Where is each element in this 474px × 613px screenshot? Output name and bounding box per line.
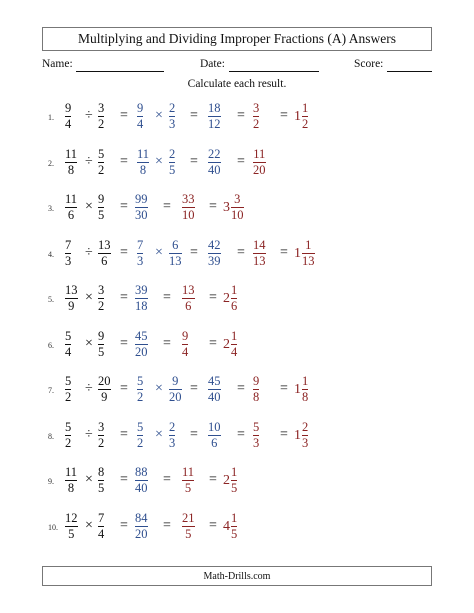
operator: ÷: [85, 381, 93, 396]
operator: ÷: [85, 244, 93, 260]
equals-sign: =: [280, 244, 288, 260]
product-fraction: [208, 102, 221, 131]
denominator: 2: [98, 435, 105, 450]
problem-row: [0, 237, 474, 271]
numerator: 9: [98, 328, 105, 343]
mixed-fraction: [231, 512, 237, 541]
numerator: 9: [182, 328, 189, 343]
question-fraction-a: [65, 148, 77, 177]
denominator: 6: [101, 253, 108, 268]
denominator: 3: [65, 253, 72, 268]
numerator: 13: [98, 237, 111, 252]
denominator: 18: [135, 299, 148, 313]
product-fraction: [135, 512, 148, 541]
equals-sign: =: [163, 472, 171, 487]
numerator: 5: [65, 328, 72, 343]
equals-sign: =: [280, 426, 288, 442]
denominator: 20: [135, 344, 148, 359]
denominator: 2: [98, 162, 105, 177]
denominator: 4: [231, 344, 238, 359]
numerator: 99: [135, 192, 148, 206]
operator: ÷: [85, 153, 93, 169]
numerator: 9: [137, 101, 144, 115]
numerator: 5: [65, 374, 72, 388]
mixed-whole: 2: [223, 473, 230, 488]
question-fraction-a: [65, 239, 71, 268]
numerator: 9: [253, 374, 260, 388]
equals-sign: =: [120, 153, 128, 169]
question-fraction-a: [65, 193, 77, 222]
question-fraction-b: [98, 239, 111, 268]
numerator: 2: [169, 101, 176, 115]
times-sign: ×: [155, 153, 163, 169]
equals-sign: =: [209, 199, 217, 214]
numerator: 7: [98, 510, 105, 525]
denominator: 5: [185, 526, 192, 541]
problem-number: 6.: [48, 340, 54, 350]
numerator: 3: [98, 283, 105, 297]
denominator: 12: [208, 117, 221, 131]
question-fraction-a: [65, 466, 77, 495]
numerator: 11: [137, 146, 150, 161]
numerator: 21: [182, 510, 195, 525]
problem-row: [0, 191, 474, 225]
mixed-fraction: [231, 193, 244, 222]
problem-row: [0, 146, 474, 180]
numerator: 84: [135, 510, 148, 525]
problem-number: 4.: [48, 249, 54, 259]
denominator: 40: [208, 390, 221, 404]
denominator: 9: [68, 299, 75, 313]
mixed-fraction: [302, 239, 315, 268]
denominator: 8: [139, 162, 147, 177]
simplified-fraction: [253, 421, 259, 450]
equals-sign: =: [209, 517, 217, 533]
product-fraction: [135, 466, 148, 495]
footer-site: Math-Drills.com: [203, 570, 271, 582]
numerator: 2: [169, 419, 176, 434]
numerator: 14: [253, 237, 266, 252]
simplified-fraction: [253, 102, 259, 131]
denominator: 4: [182, 344, 189, 359]
numerator: 11: [65, 146, 78, 161]
equals-sign: =: [163, 335, 171, 351]
equals-sign: =: [120, 426, 128, 442]
denominator: 39: [208, 253, 221, 268]
product-fraction: [135, 330, 148, 359]
numerator: 5: [137, 419, 144, 434]
denominator: 3: [137, 253, 144, 268]
problem-number: 2.: [48, 158, 54, 168]
rewrite-fraction-b: [169, 102, 175, 131]
numerator: 7: [137, 237, 144, 252]
rewrite-fraction-a: [137, 421, 143, 450]
equals-sign: =: [120, 290, 128, 305]
denominator: 20: [253, 162, 266, 177]
numerator: 20: [98, 374, 111, 388]
rewrite-fraction-a: [137, 102, 143, 131]
problem-row: [0, 282, 474, 316]
denominator: 6: [211, 435, 218, 450]
denominator: 6: [185, 299, 192, 313]
denominator: 20: [135, 526, 148, 541]
worksheet-title: [42, 27, 432, 51]
denominator: 9: [101, 390, 108, 404]
question-fraction-a: [65, 421, 71, 450]
product-fraction: [135, 193, 148, 222]
denominator: 5: [231, 526, 238, 541]
numerator: 1: [305, 237, 312, 252]
numerator: 11: [182, 465, 195, 479]
equals-sign: =: [190, 108, 198, 123]
problem-number: 3.: [48, 204, 54, 213]
denominator: 2: [137, 390, 144, 404]
denominator: 2: [137, 435, 144, 450]
numerator: 1: [231, 510, 238, 525]
question-fraction-b: [98, 148, 104, 177]
question-fraction-a: [65, 284, 78, 313]
numerator: 13: [182, 283, 195, 297]
denominator: 5: [98, 481, 105, 495]
numerator: 5: [65, 419, 72, 434]
denominator: 8: [67, 481, 75, 495]
times-sign: ×: [155, 244, 163, 260]
numerator: 11: [65, 465, 78, 479]
denominator: 3: [169, 435, 176, 450]
equals-sign: =: [237, 108, 245, 123]
denominator: 4: [65, 117, 72, 131]
times-sign: ×: [155, 381, 163, 396]
equals-sign: =: [190, 426, 198, 442]
denominator: 4: [137, 117, 144, 131]
name-field[interactable]: [76, 71, 164, 72]
operator: ×: [85, 517, 93, 533]
numerator: 45: [208, 374, 221, 388]
mixed-whole: 3: [223, 200, 230, 215]
operator: ×: [85, 335, 93, 351]
numerator: 1: [231, 328, 238, 343]
question-fraction-b: [98, 512, 104, 541]
times-sign: ×: [155, 426, 163, 442]
problem-row: [0, 419, 474, 453]
denominator: 5: [184, 481, 192, 495]
simplified-fraction: [182, 284, 195, 313]
denominator: 13: [302, 253, 315, 268]
problem-number: 1.: [48, 113, 54, 122]
denominator: 2: [253, 117, 260, 131]
question-fraction-a: [65, 330, 71, 359]
question-fraction-a: [65, 375, 71, 404]
equals-sign: =: [190, 153, 198, 169]
denominator: 3: [302, 435, 309, 450]
rewrite-fraction-a: [137, 239, 143, 268]
mixed-whole: 4: [223, 518, 230, 534]
problem-number: 9.: [48, 477, 54, 486]
simplified-fraction: [253, 375, 259, 404]
numerator: 1: [231, 465, 238, 479]
mixed-whole: 1: [294, 382, 301, 397]
numerator: 3: [98, 101, 105, 115]
numerator: 18: [208, 101, 221, 115]
numerator: 22: [208, 146, 221, 161]
question-fraction-b: [98, 466, 104, 495]
problem-row: [0, 464, 474, 498]
instruction-text: Calculate each result.: [187, 78, 287, 90]
product-fraction: [208, 148, 221, 177]
mixed-whole: 2: [223, 336, 230, 352]
numerator: 3: [253, 101, 260, 115]
rewrite-fraction-b: [169, 421, 175, 450]
numerator: 5: [253, 419, 260, 434]
product-fraction: [135, 284, 148, 313]
problem-row: [0, 328, 474, 362]
problem-row: [0, 100, 474, 134]
equals-sign: =: [280, 381, 288, 396]
equals-sign: =: [120, 199, 128, 214]
equals-sign: =: [120, 381, 128, 396]
question-fraction-b: [98, 375, 111, 404]
denominator: 5: [98, 344, 105, 359]
simplified-fraction: [182, 330, 188, 359]
denominator: 10: [182, 208, 195, 222]
denominator: 2: [65, 435, 72, 450]
equals-sign: =: [209, 335, 217, 351]
equals-sign: =: [280, 108, 288, 123]
denominator: 2: [98, 117, 105, 131]
rewrite-fraction-a: [137, 375, 143, 404]
numerator: 1: [302, 374, 309, 388]
score-label: Score:: [354, 58, 384, 70]
denominator: 5: [98, 208, 105, 222]
equals-sign: =: [190, 244, 198, 260]
product-fraction: [208, 239, 221, 268]
equals-sign: =: [237, 244, 245, 260]
equals-sign: =: [120, 472, 128, 487]
mixed-fraction: [302, 421, 308, 450]
mixed-fraction: [231, 284, 237, 313]
equals-sign: =: [163, 517, 171, 533]
product-fraction: [208, 375, 221, 404]
denominator: 30: [135, 208, 148, 222]
product-fraction: [208, 421, 221, 450]
denominator: 4: [65, 344, 72, 359]
numerator: 33: [182, 192, 195, 206]
numerator: 12: [65, 510, 78, 525]
numerator: 45: [135, 328, 148, 343]
denominator: 6: [67, 208, 75, 222]
mixed-fraction: [231, 466, 237, 495]
problem-number: 8.: [48, 431, 54, 441]
denominator: 3: [253, 435, 260, 450]
denominator: 13: [253, 253, 266, 268]
denominator: 3: [169, 117, 176, 131]
question-fraction-a: [65, 102, 71, 131]
mixed-whole: 1: [294, 245, 301, 261]
operator: ×: [85, 199, 93, 214]
denominator: 6: [231, 299, 238, 313]
simplified-fraction: [182, 193, 195, 222]
simplified-fraction: [253, 148, 266, 177]
date-field[interactable]: [229, 71, 319, 72]
operator: ÷: [85, 108, 93, 123]
denominator: 10: [231, 208, 244, 222]
denominator: 20: [169, 390, 182, 404]
numerator: 9: [172, 374, 179, 388]
equals-sign: =: [120, 108, 128, 123]
denominator: 2: [65, 390, 72, 404]
equals-sign: =: [163, 199, 171, 214]
question-fraction-b: [98, 421, 104, 450]
question-fraction-b: [98, 330, 104, 359]
numerator: 2: [302, 419, 309, 434]
rewrite-fraction-b: [169, 148, 175, 177]
rewrite-fraction-b: [169, 375, 182, 404]
denominator: 40: [135, 481, 148, 495]
numerator: 6: [172, 237, 179, 252]
numerator: 5: [137, 374, 144, 388]
numerator: 8: [98, 465, 105, 479]
question-fraction-b: [98, 193, 104, 222]
denominator: 4: [98, 526, 105, 541]
numerator: 5: [98, 146, 105, 161]
numerator: 1: [302, 101, 309, 115]
simplified-fraction: [182, 512, 195, 541]
denominator: 8: [67, 162, 75, 177]
numerator: 2: [169, 146, 176, 161]
numerator: 11: [65, 192, 78, 206]
equals-sign: =: [209, 472, 217, 487]
numerator: 9: [65, 101, 72, 115]
denominator: 8: [253, 390, 260, 404]
problem-number: 7.: [48, 386, 54, 395]
rewrite-fraction-a: [137, 148, 149, 177]
numerator: 3: [234, 192, 241, 206]
operator: ÷: [85, 426, 93, 442]
equals-sign: =: [163, 290, 171, 305]
mixed-whole: 1: [294, 109, 301, 124]
equals-sign: =: [237, 426, 245, 442]
mixed-fraction: [302, 102, 308, 131]
denominator: 5: [68, 526, 75, 541]
numerator: 42: [208, 237, 221, 252]
times-sign: ×: [155, 108, 163, 123]
denominator: 2: [98, 299, 105, 313]
equals-sign: =: [237, 381, 245, 396]
denominator: 40: [208, 162, 221, 177]
score-field[interactable]: [387, 71, 432, 72]
numerator: 9: [98, 192, 105, 206]
simplified-fraction: [182, 466, 194, 495]
denominator: 5: [169, 162, 176, 177]
numerator: 13: [65, 283, 78, 297]
problem-number: 5.: [48, 295, 54, 304]
name-label: Name:: [42, 58, 73, 70]
numerator: 39: [135, 283, 148, 297]
equals-sign: =: [120, 517, 128, 533]
equals-sign: =: [237, 153, 245, 169]
question-fraction-a: [65, 512, 78, 541]
problem-number: 10.: [48, 522, 58, 532]
question-fraction-b: [98, 284, 104, 313]
footer: [42, 566, 432, 586]
mixed-whole: 1: [294, 427, 301, 443]
numerator: 3: [98, 419, 105, 434]
date-label: Date:: [200, 58, 225, 70]
denominator: 5: [231, 481, 238, 495]
equals-sign: =: [120, 244, 128, 260]
rewrite-fraction-b: [169, 239, 182, 268]
mixed-fraction: [302, 375, 308, 404]
numerator: 11: [253, 146, 266, 161]
operator: ×: [85, 472, 93, 487]
denominator: 2: [302, 117, 309, 131]
equals-sign: =: [209, 290, 217, 305]
denominator: 13: [169, 253, 182, 268]
numerator: 88: [135, 465, 148, 479]
problem-row: [0, 510, 474, 544]
numerator: 10: [208, 419, 221, 434]
question-fraction-b: [98, 102, 104, 131]
problem-row: [0, 373, 474, 407]
operator: ×: [85, 290, 93, 305]
worksheet-title-text: Multiplying and Dividing Improper Fractions (A) Answers: [78, 31, 396, 46]
simplified-fraction: [253, 239, 266, 268]
mixed-whole: 2: [223, 291, 230, 306]
mixed-fraction: [231, 330, 237, 359]
equals-sign: =: [120, 335, 128, 351]
numerator: 1: [231, 283, 238, 297]
denominator: 8: [302, 390, 309, 404]
numerator: 7: [65, 237, 72, 252]
equals-sign: =: [190, 381, 198, 396]
